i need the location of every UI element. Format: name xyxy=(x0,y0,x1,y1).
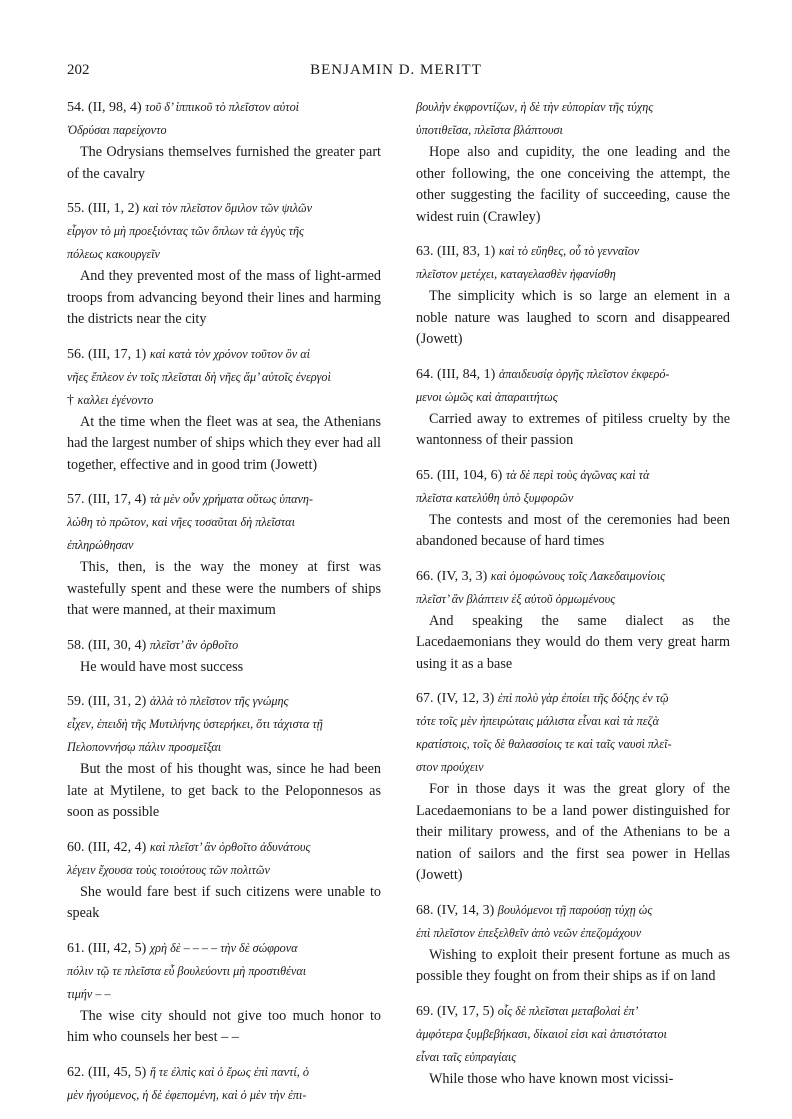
citation-entry xyxy=(416,363,730,452)
greek-quotation: καὶ κατὰ τὸν χρόνον τοῦτον ὃν αἱ xyxy=(149,346,311,361)
greek-line xyxy=(67,534,381,557)
english-translation: And speaking the same dialect as the Lacedaemonians they would do them very great harm using it as a base xyxy=(416,612,730,672)
citation-entry xyxy=(416,96,730,228)
citation-entry xyxy=(416,565,730,676)
greek-quotation: πόλεως κακουργεῖν xyxy=(67,247,160,261)
greek-quotation: ἐπὶ πολὺ γὰρ ἐποίει τῆς δόξης ἐν τῷ xyxy=(497,691,669,705)
english-translation: Carried away to extremes of pitiless cruelty by the wantonness of their passion xyxy=(416,410,730,448)
english-translation: While those who have known most vicissi- xyxy=(429,1070,674,1087)
greek-quotation: ἐπὶ πλεῖστον ἐπεξελθεῖν ἀπὸ νεῶν ἐπεζομάχουν xyxy=(416,925,642,940)
citation-entry xyxy=(416,899,730,988)
running-head: BENJAMIN D. MERITT xyxy=(310,62,482,78)
citation-line xyxy=(67,197,381,220)
english-translation: At the time when the fleet was at sea, the Athenians had the largest number of ships which they ever had all together, effective and in good trim (Jowett) xyxy=(67,413,381,473)
greek-quotation: νῆες ἔπλεον ἐν τοῖς πλεῖσται δὴ νῆες ἅμ’ αὐτοῖς ἐνεργοὶ xyxy=(67,369,331,384)
greek-quotation: πλεῖστον μετέχει, καταγελασθὲν ἠφανίσθη xyxy=(416,267,616,281)
citation-line xyxy=(416,240,730,263)
greek-line xyxy=(416,1023,730,1046)
greek-quotation: πλεῖστα κατελύθη ὑπὸ ξυμφορῶν xyxy=(416,490,574,505)
citation-entry xyxy=(67,488,381,622)
citation-line xyxy=(416,464,730,487)
greek-quotation: καὶ τὸν πλεῖστον ὅμιλον τῶν ψιλῶν xyxy=(142,201,312,215)
greek-quotation: καὶ πλεῖστ’ ἂν ὀρθοῖτο ἀδυνάτους xyxy=(149,839,311,854)
citation-line xyxy=(67,1061,381,1084)
english-translation: The contests and most of the ceremonies had been abandoned because of hard times xyxy=(416,511,730,549)
citation-entry xyxy=(67,197,381,331)
greek-line xyxy=(416,588,730,611)
greek-line xyxy=(67,960,381,983)
greek-quotation: ὑποτιθεῖσα, πλεῖστα βλάπτουσι xyxy=(416,123,563,137)
greek-quotation: λέγειν ἔχουσα τοὺς τοιούτους τῶν πολιτῶν xyxy=(67,862,270,877)
dagger-mark: † xyxy=(67,392,74,408)
citation-line xyxy=(67,836,381,859)
greek-quotation: ἀλλὰ τὸ πλεῖστον τῆς γνώμης xyxy=(149,694,289,708)
english-translation: The wise city should not give too much honor to him who counsels her best – – xyxy=(67,1007,381,1045)
greek-quotation: τὰ δὲ περὶ τοὺς ἀγῶνας καὶ τὰ xyxy=(505,467,650,482)
right-column xyxy=(416,96,730,1102)
greek-quotation: πλεῖστ’ ἂν βλάπτειν ἐξ αὐτοῦ ὁρμωμένους xyxy=(416,591,616,606)
greek-quotation: εἶργον τὸ μὴ προεξιόντας τῶν ὅπλων τὰ ἐγγὺς τῆς xyxy=(67,224,304,238)
page-number: 202 xyxy=(67,62,90,78)
greek-quotation: ἀμφότερα ξυμβεβήκασι, δίκαιοί εἰσι καὶ ἀπιστότατοι xyxy=(416,1026,667,1041)
citation-line xyxy=(67,96,381,119)
greek-line xyxy=(67,859,381,882)
greek-quotation: ἀπαιδευσίᾳ ὀργῆς πλεῖστον ἐκφερό- xyxy=(498,366,670,381)
citation-reference: 57. (III, 17, 4) xyxy=(67,492,147,507)
greek-quotation: μὲν ἡγούμενος, ἡ δὲ ἐφεπομένη, καὶ ὁ μὲν τὴν ἐπι- xyxy=(67,1087,307,1102)
citation-reference: 55. (III, 1, 2) xyxy=(67,201,140,216)
greek-line xyxy=(416,710,730,733)
greek-quotation: κρατίστοις, τοῖς δὲ θαλασσίοις τε καὶ ταῖς ναυσὶ πλεῖ- xyxy=(416,737,672,751)
greek-quotation: εἶναι ταῖς εὐπραγίαις xyxy=(416,1049,517,1064)
greek-line xyxy=(67,243,381,266)
greek-line xyxy=(67,983,381,1006)
citation-line xyxy=(67,690,381,713)
greek-quotation: τοῦ δ’ ἱππικοῦ τὸ πλεῖστον αὐτοὶ xyxy=(145,100,300,114)
citation-entry xyxy=(416,687,730,887)
greek-quotation: ἐπληρώθησαν xyxy=(67,538,134,552)
greek-quotation: Πελοποννήσῳ πάλιν προσμεῖξαι xyxy=(67,740,222,754)
citation-reference: 64. (III, 84, 1) xyxy=(416,366,496,382)
greek-line xyxy=(67,366,381,389)
citation-reference: 54. (II, 98, 4) xyxy=(67,100,142,115)
citation-line xyxy=(416,899,730,922)
citation-line xyxy=(67,488,381,511)
citation-reference: 56. (III, 17, 1) xyxy=(67,346,147,362)
citation-line xyxy=(416,687,730,710)
greek-quotation: βουλόμενοι τῇ παρούσῃ τύχῃ ὡς xyxy=(497,902,653,917)
citation-line xyxy=(67,937,381,960)
greek-line xyxy=(416,1046,730,1069)
greek-line xyxy=(416,96,730,119)
english-translation: Wishing to exploit their present fortune as much as possible they fought on from their ships as if on land xyxy=(416,946,730,984)
greek-quotation: βουλὴν ἐκφροντίζων, ἡ δὲ τὴν εὐπορίαν τῆς τύχης xyxy=(416,100,654,114)
greek-quotation: καὶ ὁμοφώνους τοῖς Λακεδαιμονίοις xyxy=(490,568,666,583)
greek-quotation: πλεῖστ’ ἂν ὀρθοῖτο xyxy=(149,637,239,652)
citation-reference: 65. (III, 104, 6) xyxy=(416,467,503,483)
greek-quotation: Ὀδρύσαι παρείχοντο xyxy=(67,123,167,137)
greek-quotation: χρὴ δὲ – – – – τὴν δὲ σώφρονα xyxy=(149,940,298,955)
greek-line xyxy=(67,1084,381,1107)
english-translation: For in those days it was the great glory of the Lacedaemonians to be a land power distinguished for their military prowess, and of the Athenians to be a nation of sailors and the first sea power in Hellas (Jowett) xyxy=(416,781,730,883)
greek-line xyxy=(416,263,730,286)
citation-entry xyxy=(416,1000,730,1091)
greek-line xyxy=(67,713,381,736)
greek-line xyxy=(416,487,730,510)
greek-line xyxy=(67,511,381,534)
citation-reference: 61. (III, 42, 5) xyxy=(67,940,147,956)
citation-reference: 68. (IV, 14, 3) xyxy=(416,902,495,918)
english-translation: She would fare best if such citizens were unable to speak xyxy=(67,883,381,921)
citation-reference: 59. (III, 31, 2) xyxy=(67,694,147,709)
greek-line xyxy=(416,733,730,756)
citation-line xyxy=(416,565,730,588)
greek-quotation: τὰ μὲν οὖν χρήματα οὕτως ὑπανη- xyxy=(149,492,313,506)
greek-quotation: ἥ τε ἐλπὶς καὶ ὁ ἔρως ἐπὶ παντί, ὁ xyxy=(149,1064,309,1079)
greek-line xyxy=(416,922,730,945)
greek-line xyxy=(416,119,730,142)
greek-quotation: πόλιν τῷ τε πλεῖστα εὖ βουλεύοντι μὴ προστιθέναι xyxy=(67,963,307,978)
greek-quotation: τότε τοῖς μὲν ἠπειρώταις μάλιστα εἶναι καὶ τὰ πεζὰ xyxy=(416,714,659,728)
citation-entry xyxy=(416,240,730,351)
left-column xyxy=(67,96,381,1119)
greek-quotation: εἶχεν, ἐπειδὴ τῆς Μυτιλήνης ὑστερήκει, ὅτι τάχιστα τῇ xyxy=(67,717,323,731)
greek-line xyxy=(416,756,730,779)
greek-line xyxy=(67,736,381,759)
greek-line xyxy=(67,220,381,243)
citation-entry xyxy=(67,634,381,679)
greek-quotation: οἷς δὲ πλεῖσται μεταβολαὶ ἐπ’ xyxy=(497,1003,639,1018)
greek-quotation: καὶ τὸ εὔηθες, οὗ τὸ γενναῖον xyxy=(498,244,640,258)
greek-line xyxy=(67,389,381,412)
citation-entry xyxy=(67,343,381,477)
english-translation: He would have most success xyxy=(80,658,244,675)
citation-line xyxy=(67,343,381,366)
citation-entry xyxy=(67,96,381,185)
citation-entry xyxy=(67,836,381,925)
greek-quotation: τιμήν – – xyxy=(67,986,111,1001)
citation-reference: 66. (IV, 3, 3) xyxy=(416,568,488,584)
english-translation: This, then, is the way the money at first was wastefully spent and these were the numbers of ships that were manned, at their maximum xyxy=(67,559,381,618)
english-translation: Hope also and cupidity, the one leading and the other following, the one conceiving the attempt, the other suggesting the facility of succeeding, cause the widest ruin (Crawley) xyxy=(416,144,730,225)
english-translation: The simplicity which is so large an element in a noble nature was laughed to scorn and disappeared (Jowett) xyxy=(416,288,730,347)
citation-reference: 69. (IV, 17, 5) xyxy=(416,1003,495,1019)
english-translation: But the most of his thought was, since he had been late at Mytilene, to get back to the Peloponnesos as soon as possible xyxy=(67,761,381,820)
greek-line xyxy=(67,119,381,142)
citation-line xyxy=(67,634,381,657)
greek-quotation: μενοι ὠμῶς καὶ ἀπαραιτήτως xyxy=(416,389,558,404)
citation-line xyxy=(416,363,730,386)
citation-entry xyxy=(416,464,730,553)
greek-quotation: καλλει ἐγένοντο xyxy=(77,392,154,407)
citation-reference: 63. (III, 83, 1) xyxy=(416,244,496,259)
greek-quotation: λώθη τὸ πρῶτον, καὶ νῆες τοσαῦται δὴ πλεῖσται xyxy=(67,515,295,529)
citation-entry xyxy=(67,937,381,1049)
english-translation: The Odrysians themselves furnished the greater part of the cavalry xyxy=(67,144,381,182)
english-translation: And they prevented most of the mass of light-armed troops from advancing beyond their lines and harming the districts near the city xyxy=(67,268,381,327)
citation-entry xyxy=(67,1061,381,1107)
citation-line xyxy=(416,1000,730,1023)
citation-reference: 62. (III, 45, 5) xyxy=(67,1064,147,1080)
citation-reference: 60. (III, 42, 4) xyxy=(67,839,147,855)
citation-entry xyxy=(67,690,381,824)
citation-reference: 67. (IV, 12, 3) xyxy=(416,691,495,706)
citation-reference: 58. (III, 30, 4) xyxy=(67,637,147,653)
greek-line xyxy=(416,386,730,409)
greek-quotation: στον προύχειν xyxy=(416,760,484,774)
